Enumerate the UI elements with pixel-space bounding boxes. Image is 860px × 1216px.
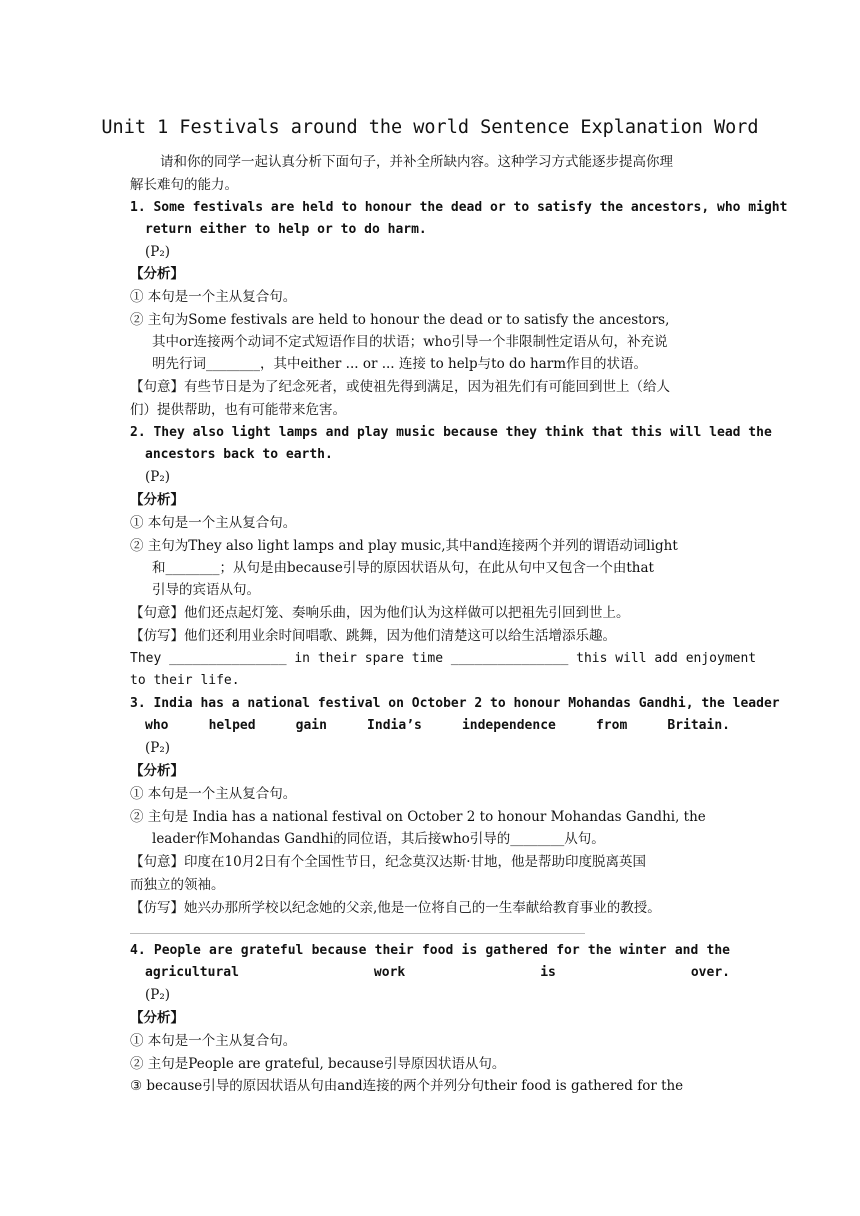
sentence-2-analysis-2a: ② 主句为They also light lamps and play music,其中and连接两个并列的谓语动词light [130, 538, 678, 554]
sentence-4-analysis-2: ② 主句是People are grateful, because引导原因状语从句。 [130, 1056, 506, 1072]
sentence-3-meaning-1: 【句意】印度在10月2日有个全国性节日，纪念莫汉达斯·甘地，他是帮助印度脱离英国 [130, 854, 647, 870]
sentence-4-analysis-3: ③ because引导的原因状语从句由and连接的两个并列分句their food is gathered for the [130, 1078, 684, 1094]
sentence-4-line-2: agricultural work is over. [145, 965, 730, 980]
sentence-1-meaning-1: 【句意】有些节日是为了纪念死者，或使祖先得到满足，因为祖先们有可能回到世上（给人 [130, 379, 670, 395]
sentence-2-imitation-blank-1: They _______________ in their spare time _______________ this will add enjoyment [130, 651, 757, 666]
sentence-3-imitation: 【仿写】她兴办那所学校以纪念她的父亲,他是一位将自己的一生奉献给教育事业的教授。 [130, 900, 661, 916]
sentence-2-page-ref: (P₂) [145, 469, 171, 485]
sentence-2-imitation-blank-2: to their life. [130, 673, 240, 688]
sentence-3-line-2: who helped gain India’s independence from Britain. [145, 718, 730, 733]
sentence-1-line-1: 1. Some festivals are held to honour the dead or to satisfy the ancestors, who might [130, 200, 788, 215]
sentence-2-line-2: ancestors back to earth. [145, 447, 333, 462]
sentence-3-analysis-1: ① 本句是一个主从复合句。 [130, 786, 297, 802]
intro-line-2: 解长难句的能力。 [130, 177, 238, 193]
sentence-1-meaning-2: 们）提供帮助，也有可能带来危害。 [130, 402, 346, 418]
sentence-1-analysis-2a: ② 主句为Some festivals are held to honour the dead or to satisfy the ancestors, [130, 312, 670, 328]
sentence-1-analysis-heading: 【分析】 [130, 266, 184, 282]
sentence-2-line-1: 2. They also light lamps and play music because they think that this will lead the [130, 425, 772, 440]
sentence-3-analysis-2a: ② 主句是 India has a national festival on October 2 to honour Mohandas Gandhi, the [130, 809, 706, 825]
answer-blank-line [130, 933, 585, 934]
sentence-1-page-ref: (P₂) [145, 244, 171, 260]
sentence-2-analysis-2c: 引导的宾语从句。 [152, 582, 260, 598]
sentence-3-page-ref: (P₂) [145, 740, 171, 756]
sentence-4-analysis-heading: 【分析】 [130, 1010, 184, 1026]
sentence-1-line-2: return either to help or to do harm. [145, 222, 427, 237]
page-title: Unit 1 Festivals around the world Sentence Explanation Word [101, 117, 759, 138]
sentence-3-line-1: 3. India has a national festival on October 2 to honour Mohandas Gandhi, the leader [130, 696, 780, 711]
sentence-1-analysis-2b: 其中or连接两个动词不定式短语作目的状语；who引导一个非限制性定语从句，补充说 [152, 334, 668, 350]
sentence-1-analysis-2c: 明先行词________，其中either ... or ... 连接 to help与to do harm作目的状语。 [152, 356, 648, 372]
sentence-1-analysis-1: ① 本句是一个主从复合句。 [130, 289, 297, 305]
sentence-2-imitation: 【仿写】他们还利用业余时间唱歌、跳舞，因为他们清楚这可以给生活增添乐趣。 [130, 628, 616, 644]
sentence-2-analysis-1: ① 本句是一个主从复合句。 [130, 515, 297, 531]
sentence-4-page-ref: (P₂) [145, 987, 171, 1003]
sentence-2-analysis-2b: 和________；从句是由because引导的原因状语从句，在此从句中又包含一个由that [152, 560, 654, 576]
sentence-3-analysis-heading: 【分析】 [130, 763, 184, 779]
sentence-3-meaning-2: 而独立的领袖。 [130, 877, 225, 893]
sentence-3-analysis-2b: leader作Mohandas Gandhi的同位语，其后接who引导的________从句。 [152, 831, 605, 847]
sentence-4-analysis-1: ① 本句是一个主从复合句。 [130, 1033, 297, 1049]
sentence-2-analysis-heading: 【分析】 [130, 492, 184, 508]
sentence-2-meaning: 【句意】他们还点起灯笼、奏响乐曲，因为他们认为这样做可以把祖先引回到世上。 [130, 605, 630, 621]
sentence-4-line-1: 4. People are grateful because their food is gathered for the winter and the [130, 943, 730, 958]
intro-line-1: 请和你的同学一起认真分析下面句子，并补全所缺内容。这种学习方式能逐步提高你理 [160, 154, 673, 170]
